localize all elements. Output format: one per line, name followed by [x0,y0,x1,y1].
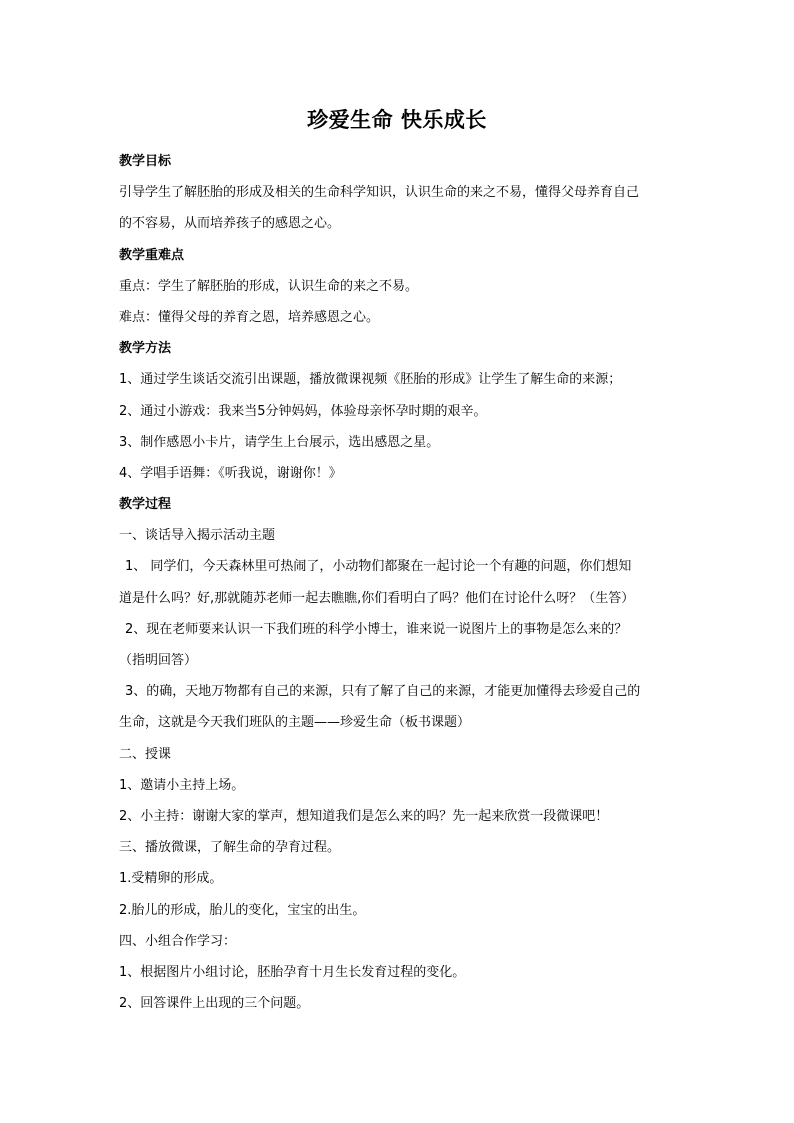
paragraph-line: 重点：学生了解胚胎的形成，认识生命的来之不易。 [119,278,419,294]
paragraph-line: 二、授课 [119,746,172,762]
paragraph-line: 1.受精卵的形成。 [119,871,223,887]
paragraph-line: 1、邀请小主持上场。 [119,777,245,793]
paragraph-line: 难点：懂得父母的养育之恩，培养感恩之心。 [119,309,380,325]
paragraph-line: 1、 同学们，今天森林里可热闹了，小动物们都聚在一起讨论一个有趣的问题，你们想知 [125,559,632,575]
paragraph-line: 3、制作感恩小卡片，请学生上台展示，选出感恩之星。 [119,434,440,450]
paragraph-line: 生命，这就是今天我们班队的主题——珍爱生命（板书课题） [119,715,471,731]
paragraph-line: （指明回答） [119,653,198,668]
section-heading: 教学重难点 [119,247,185,263]
section-heading: 教学过程 [119,497,172,513]
paragraph-line: 1、根据图片小组讨论，胚胎孕育十月生长发育过程的变化。 [119,964,466,980]
document-title: 珍爱生命 快乐成长 [307,108,487,132]
document-body [119,146,679,1019]
paragraph-line: 4、学唱手语舞：《听我说，谢谢你！》 [119,465,342,481]
paragraph-line: 一、谈话导入揭示活动主题 [119,528,276,544]
paragraph-line: 2、小主持：谢谢大家的掌声，想知道我们是怎么来的吗？先一起来欣赏一段微课吧！ [119,808,609,824]
paragraph-line: 2.胎儿的形成，胎儿的变化，宝宝的出生。 [119,902,366,918]
paragraph-line: 2、现在老师要来认识一下我们班的科学小博士，谁来说一说图片上的事物是怎么来的？ [125,621,628,637]
paragraph-line: 三、播放微课，了解生命的孕育过程。 [119,840,341,856]
paragraph-line: 3、的确，天地万物都有自己的来源，只有了解了自己的来源，才能更加懂得去珍爱自己的 [125,684,641,700]
section-heading: 教学方法 [119,341,172,357]
paragraph-line: 的不容易，从而培养孩子的感恩之心。 [119,216,341,232]
section-heading: 教学目标 [119,154,172,169]
paragraph-line: 2、回答课件上出现的三个问题。 [119,996,310,1012]
paragraph-line: 1、通过学生谈话交流引出课题，播放微课视频《胚胎的形成》让学生了解生命的来源； [119,372,622,388]
paragraph-line: 四、小组合作学习： [119,933,237,949]
paragraph-line: 道是什么吗？好,那就随苏老师一起去瞧瞧,你们看明白了吗？他们在讨论什么呀？（生答） [119,590,635,606]
paragraph-line: 引导学生了解胚胎的形成及相关的生命科学知识，认识生命的来之不易，懂得父母养育自己 [119,185,640,201]
paragraph-line: 2、通过小游戏：我来当5分钟妈妈，体验母亲怀孕时期的艰辛。 [119,403,487,419]
